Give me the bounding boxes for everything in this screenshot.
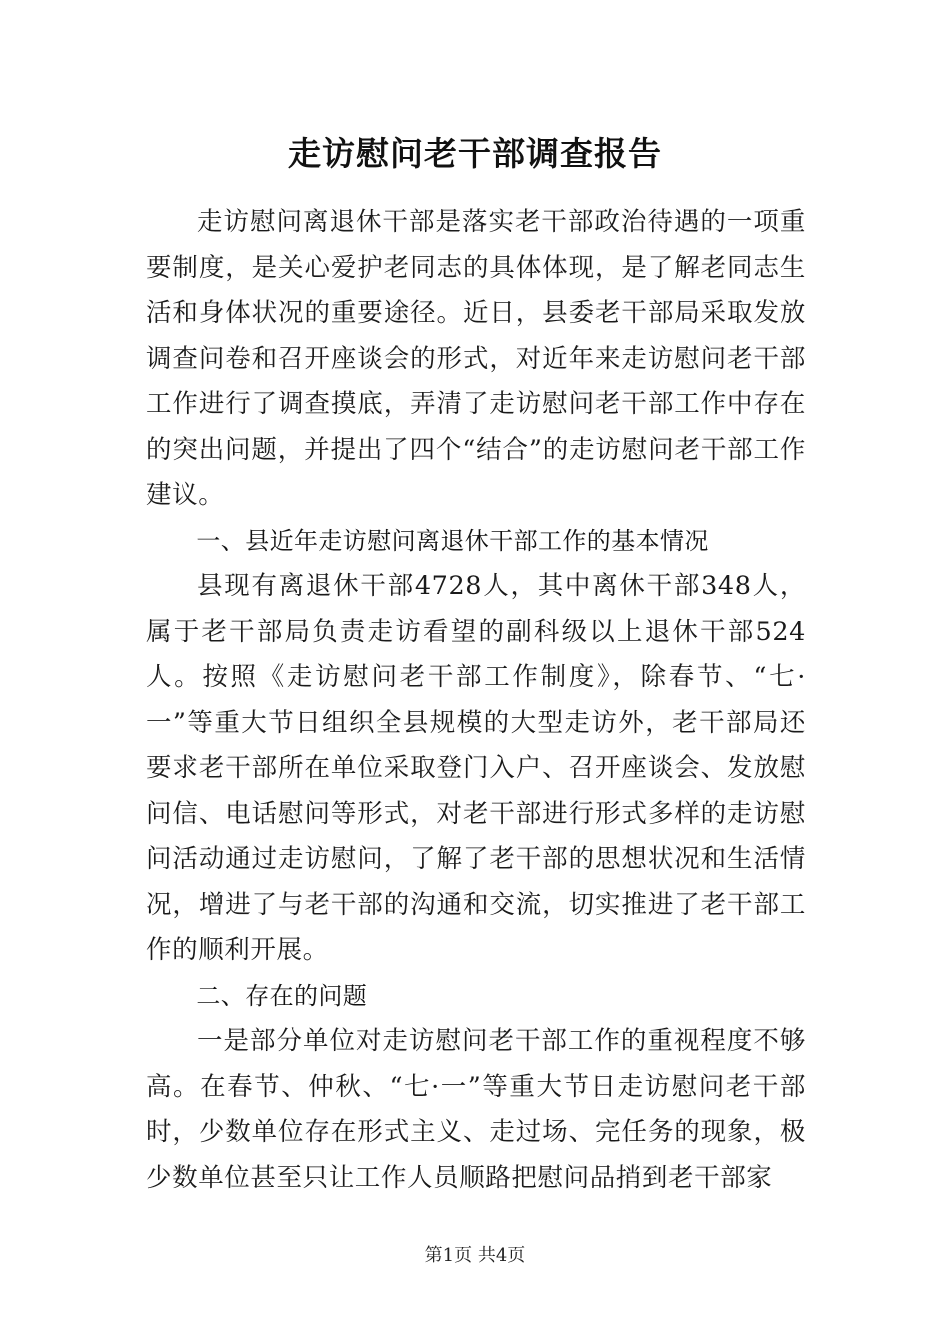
basic-situation-paragraph: 县现有离退休干部4728人，其中离休干部348人，属于老干部局负责走访看望的副科级以上退休干部524人。按照《走访慰问老干部工作制度》，除春节、“七·一”等重大节日组织全县规模的大型走访外，老干部局还要求老干部所在单位采取登门入户、召开座谈会、发放慰问信、电话慰问等形式，对老干部进行形式多样的走访慰问活动通过走访慰问，了解了老干部的思想状况和生活情况，增进了与老干部的沟通和交流，切实推进了老干部工作的顺利开展。 (146, 571, 806, 965)
page-number-footer: 第1页 共4页 (424, 1245, 526, 1266)
intro-paragraph: 走访慰问离退休干部是落实老干部政治待遇的一项重要制度，是关心爱护老同志的具体体现，是了解老同志生活和身体状况的重要途径。近日，县委老干部局采取发放调查问卷和召开座谈会的形式，对近年来走访慰问老干部工作进行了调查摸底，弄清了走访慰问老干部工作中存在的突出问题，并提出了四个“结合”的走访慰问老干部工作建议。 (146, 207, 806, 510)
document-body (146, 200, 806, 1201)
document-title: 走访慰问老干部调查报告 (288, 134, 662, 173)
section-heading-basic-situation: 一、县近年走访慰问离退休干部工作的基本情况 (196, 526, 709, 555)
problems-paragraph: 一是部分单位对走访慰问老干部工作的重视程度不够高。在春节、仲秋、“七·一”等重大节日走访慰问老干部时，少数单位存在形式主义、走过场、完任务的现象，极少数单位甚至只让工作人员顺路把慰问品捎到老干部家 (146, 1026, 806, 1193)
section-heading-problems: 二、存在的问题 (196, 981, 368, 1010)
